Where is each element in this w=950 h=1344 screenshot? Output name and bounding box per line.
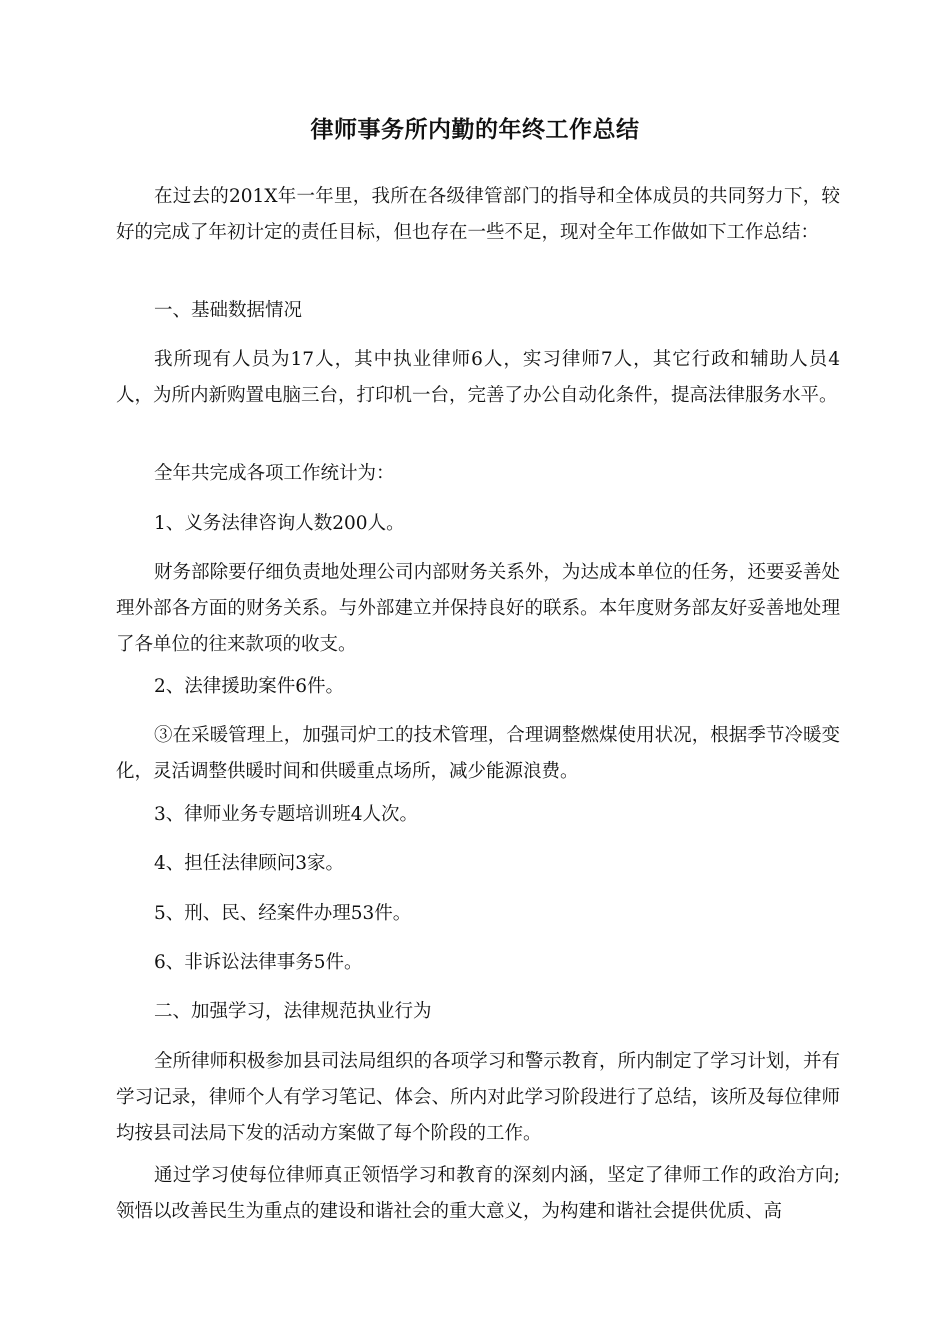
section-heading-basic-data: 一、基础数据情况	[154, 300, 303, 321]
list-item-cases: 5、刑、民、经案件办理53件。	[154, 903, 412, 924]
list-item-legal-advisor: 4、担任法律顾问3家。	[154, 853, 345, 874]
paragraph-heating: ③在采暖管理上，加强司炉工的技术管理，合理调整燃煤使用状况，根据季节冷暖变化，灵活调整供暖时间和供暖重点场所，减少能源浪费。	[116, 725, 840, 782]
paragraph-study-outcome: 通过学习使每位律师真正领悟学习和教育的深刻内涵，坚定了律师工作的政治方向;领悟以改善民生为重点的建设和谐社会的重大意义，为构建和谐社会提供优质、高	[116, 1165, 840, 1222]
paragraph-intro: 在过去的201X年一年里，我所在各级律管部门的指导和全体成员的共同努力下，较好的完成了年初计定的责任目标，但也存在一些不足，现对全年工作做如下工作总结：	[116, 186, 840, 243]
paragraph-staff: 我所现有人员为17人，其中执业律师6人，实习律师7人，其它行政和辅助人员4人，为所内新购置电脑三台，打印机一台，完善了办公自动化条件，提高法律服务水平。	[116, 349, 840, 406]
list-item-non-litigation: 6、非诉讼法律事务5件。	[154, 952, 363, 973]
list-item-training: 3、律师业务专题培训班4人次。	[154, 804, 419, 825]
paragraph-finance: 财务部除要仔细负责地处理公司内部财务关系外，为达成本单位的任务，还要妥善处理外部各方面的财务关系。与外部建立并保持良好的联系。本年度财务部友好妥善地处理了各单位的往来款项的收支。	[116, 562, 840, 655]
section-heading-study: 二、加强学习，法律规范执业行为	[154, 1001, 432, 1022]
list-item-legal-aid: 2、法律援助案件6件。	[154, 676, 345, 697]
document-title: 律师事务所内勤的年终工作总结	[310, 117, 640, 143]
paragraph-study: 全所律师积极参加县司法局组织的各项学习和警示教育，所内制定了学习计划，并有学习记录，律师个人有学习笔记、体会、所内对此学习阶段进行了总结，该所及每位律师均按县司法局下发的活动方案做了每个阶段的工作。	[116, 1051, 840, 1144]
paragraph-statistics-intro: 全年共完成各项工作统计为：	[154, 463, 395, 484]
list-item-consultation: 1、义务法律咨询人数200人。	[154, 513, 405, 534]
